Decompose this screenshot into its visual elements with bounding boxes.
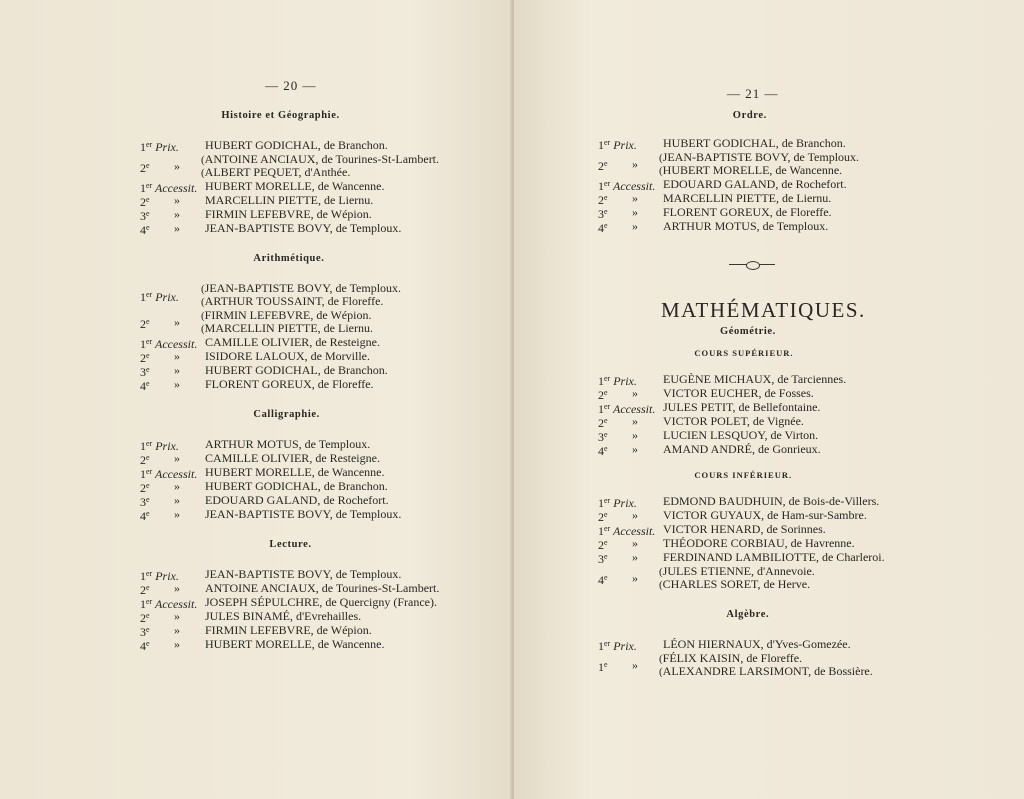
- rank-label: 3e »: [140, 363, 180, 379]
- winner-name: FIRMIN LEFEBVRE, de Wépion.: [205, 623, 372, 637]
- winner-name: (JEAN-BAPTISTE BOVY, de Temploux.: [659, 150, 860, 164]
- page-number: — 21 —: [727, 86, 779, 101]
- winner-name: (ALEXANDRE LARSIMONT, de Bossière.: [659, 664, 873, 678]
- winner-name: VICTOR EUCHER, de Fosses.: [663, 386, 814, 400]
- rank-label: 1er Prix.: [598, 496, 637, 510]
- winner-name: VICTOR POLET, de Vignée.: [663, 414, 804, 428]
- winner-name: HUBERT GODICHAL, de Branchon.: [205, 363, 388, 377]
- winner-name: (ANTOINE ANCIAUX, de Tourines-St-Lambert.: [201, 152, 440, 166]
- section-heading: Calligraphie.: [253, 409, 320, 420]
- rank-label: 4e »: [598, 219, 638, 235]
- section-heading: Histoire et Géographie.: [221, 110, 340, 121]
- page-number: — 20 —: [265, 78, 317, 93]
- rank-label: 3e »: [140, 207, 180, 223]
- rank-label: 1e »: [598, 658, 638, 674]
- winner-name: (FIRMIN LEFEBVRE, de Wépion.: [201, 308, 372, 322]
- winner-name: FIRMIN LEFEBVRE, de Wépion.: [205, 207, 372, 221]
- winner-name: HUBERT MORELLE, de Wancenne.: [205, 179, 385, 193]
- rank-label: 1er Accessit.: [140, 597, 198, 611]
- rank-label: 1er Prix.: [140, 140, 179, 154]
- winner-name: LÉON HIERNAUX, d'Yves-Gomezée.: [663, 637, 851, 651]
- rank-label: 4e »: [598, 442, 638, 458]
- winner-name: ARTHUR MOTUS, de Temploux.: [205, 437, 371, 451]
- winner-name: HUBERT GODICHAL, de Branchon.: [205, 138, 388, 152]
- rank-label: 4e »: [598, 571, 638, 587]
- rank-label: 2e »: [598, 508, 638, 524]
- winner-name: (CHARLES SORET, de Herve.: [659, 577, 811, 591]
- rank-label: 3e »: [140, 493, 180, 509]
- winner-name: CAMILLE OLIVIER, de Resteigne.: [205, 335, 380, 349]
- rank-label: 1er Accessit.: [598, 179, 656, 193]
- rank-label: 2e »: [598, 536, 638, 552]
- winner-name: EDMOND BAUDHUIN, de Bois-de-Villers.: [663, 494, 880, 508]
- rank-label: 2e »: [140, 581, 180, 597]
- winner-name: HUBERT MORELLE, de Wancenne.: [205, 637, 385, 651]
- rank-label: 1er Accessit.: [140, 337, 198, 351]
- winner-name: (HUBERT MORELLE, de Wancenne.: [659, 163, 843, 177]
- winner-name: ARTHUR MOTUS, de Temploux.: [663, 219, 829, 233]
- divider-ornament: [729, 261, 775, 269]
- section-heading: Ordre.: [732, 110, 767, 121]
- rank-label: 2e »: [140, 159, 180, 175]
- rank-label: 2e »: [140, 315, 180, 331]
- rank-label: 1er Prix.: [598, 639, 637, 653]
- winner-name: HUBERT GODICHAL, de Branchon.: [205, 479, 388, 493]
- rank-label: 3e »: [598, 550, 638, 566]
- winner-name: FERDINAND LAMBILIOTTE, de Charleroi.: [663, 550, 885, 564]
- winner-name: (JEAN-BAPTISTE BOVY, de Temploux.: [201, 281, 402, 295]
- section-heading: Lecture.: [269, 539, 312, 550]
- winner-name: (FÉLIX KAISIN, de Floreffe.: [659, 651, 803, 665]
- rank-label: 4e »: [140, 507, 180, 523]
- winner-name: FLORENT GOREUX, de Floreffe.: [663, 205, 832, 219]
- section-heading: Algèbre.: [726, 609, 770, 620]
- rank-label: 2e »: [140, 609, 180, 625]
- rank-label: 2e »: [140, 479, 180, 495]
- winner-name: (ARTHUR TOUSSAINT, de Floreffe.: [201, 294, 384, 308]
- winner-name: JEAN-BAPTISTE BOVY, de Temploux.: [205, 221, 402, 235]
- subsection-heading: COURS INFÉRIEUR.: [694, 470, 793, 480]
- rank-label: 2e »: [598, 386, 638, 402]
- rank-label: 1er Prix.: [140, 290, 179, 304]
- winner-name: JOSEPH SÉPULCHRE, de Quercigny (France).: [205, 595, 437, 609]
- winner-name: ISIDORE LALOUX, de Morville.: [205, 349, 370, 363]
- winner-name: HUBERT MORELLE, de Wancenne.: [205, 465, 385, 479]
- winner-name: EDOUARD GALAND, de Rochefort.: [663, 177, 847, 191]
- rank-label: 3e »: [140, 623, 180, 639]
- rank-label: 1er Accessit.: [140, 467, 198, 481]
- winner-name: HUBERT GODICHAL, de Branchon.: [663, 136, 846, 150]
- winner-name: CAMILLE OLIVIER, de Resteigne.: [205, 451, 380, 465]
- winner-name: ANTOINE ANCIAUX, de Tourines-St-Lambert.: [205, 581, 440, 595]
- winner-name: MARCELLIN PIETTE, de Liernu.: [663, 191, 832, 205]
- winner-name: VICTOR HENARD, de Sorinnes.: [663, 522, 826, 536]
- rank-label: 2e »: [140, 349, 180, 365]
- winner-name: AMAND ANDRÉ, de Gonrieux.: [663, 442, 821, 456]
- winner-name: JEAN-BAPTISTE BOVY, de Temploux.: [205, 567, 402, 581]
- rank-label: 1er Accessit.: [140, 181, 198, 195]
- winner-name: (MARCELLIN PIETTE, de Liernu.: [201, 321, 373, 335]
- winner-name: VICTOR GUYAUX, de Ham-sur-Sambre.: [663, 508, 867, 522]
- rank-label: 1er Prix.: [598, 138, 637, 152]
- rank-label: 2e »: [598, 191, 638, 207]
- winner-name: THÉODORE CORBIAU, de Havrenne.: [663, 536, 855, 550]
- winner-name: LUCIEN LESQUOY, de Virton.: [663, 428, 819, 442]
- rank-label: 4e »: [140, 221, 180, 237]
- main-title: MATHÉMATIQUES.: [661, 298, 866, 322]
- rank-label: 2e »: [598, 414, 638, 430]
- rank-label: 1er Accessit.: [598, 402, 656, 416]
- rank-label: 3e »: [598, 428, 638, 444]
- rank-label: 1er Prix.: [140, 439, 179, 453]
- section-heading: Géométrie.: [720, 326, 776, 337]
- winner-name: JULES BINAMÉ, d'Evrehailles.: [205, 609, 362, 623]
- winner-name: (JULES ETIENNE, d'Annevoie.: [659, 564, 815, 578]
- winner-name: EUGÈNE MICHAUX, de Tarciennes.: [663, 372, 847, 386]
- winner-name: JEAN-BAPTISTE BOVY, de Temploux.: [205, 507, 402, 521]
- rank-label: 4e »: [140, 377, 180, 393]
- winner-name: (ALBERT PEQUET, d'Anthée.: [201, 165, 351, 179]
- winner-name: FLORENT GOREUX, de Floreffe.: [205, 377, 374, 391]
- rank-label: 2e »: [140, 193, 180, 209]
- section-heading: Arithmétique.: [253, 253, 325, 264]
- rank-label: 2e »: [140, 451, 180, 467]
- rank-label: 2e »: [598, 157, 638, 173]
- subsection-heading: COURS SUPÉRIEUR.: [694, 348, 794, 358]
- rank-label: 1er Prix.: [140, 569, 179, 583]
- rank-label: 1er Accessit.: [598, 524, 656, 538]
- rank-label: 1er Prix.: [598, 374, 637, 388]
- rank-label: 3e »: [598, 205, 638, 221]
- winner-name: MARCELLIN PIETTE, de Liernu.: [205, 193, 374, 207]
- rank-label: 4e »: [140, 637, 180, 653]
- winner-name: JULES PETIT, de Bellefontaine.: [663, 400, 821, 414]
- winner-name: EDOUARD GALAND, de Rochefort.: [205, 493, 389, 507]
